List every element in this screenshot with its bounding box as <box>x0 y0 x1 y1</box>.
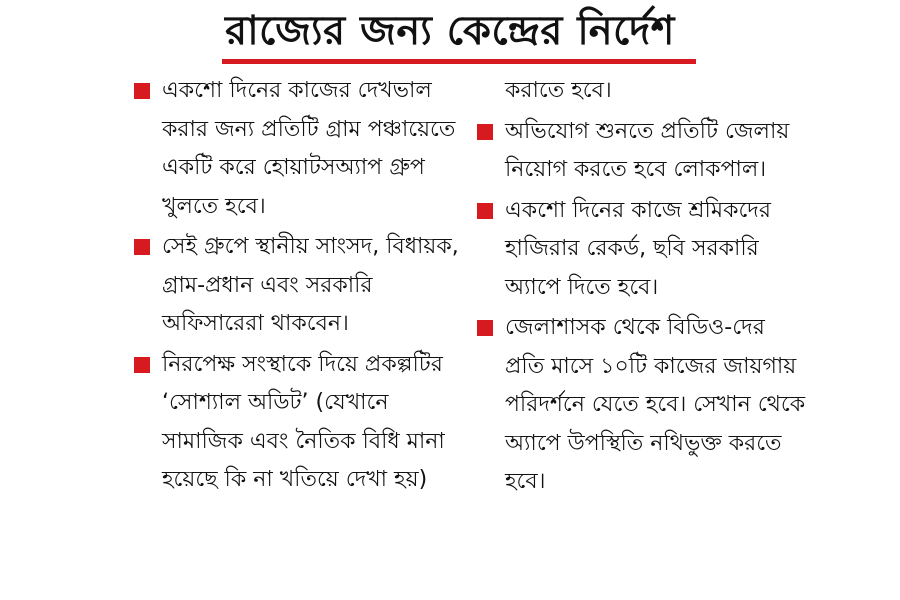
list-item-text: একশো দিনের কাজে শ্রমিকদের হাজিরার রেকর্ড, ছবি সরকারি অ্যাপে দিতে হবে। <box>505 197 771 300</box>
right-column <box>477 72 807 504</box>
bullet-icon <box>477 124 493 140</box>
bullet-icon <box>134 357 150 373</box>
bullet-icon <box>134 83 150 99</box>
list-item <box>134 228 464 344</box>
bullet-icon <box>477 203 493 219</box>
list-item-text: অভিযোগ শুনতে প্রতিটি জেলায় নিয়োগ করতে হবে লোকপাল। <box>505 118 790 182</box>
list-item-text: একশো দিনের কাজের দেখভাল করার জন্য প্রতিটি গ্রাম পঞ্চায়েতে একটি করে হোয়াটসঅ্যাপ গ্রুপ খুলতে হবে। <box>162 78 456 219</box>
list-item-text: জেলাশাসক থেকে বিডিও-দের প্রতি মাসে ১০টি কাজের জায়গায় পরিদর্শনে যেতে হবে। সেখান থেকে অ্যাপে উপস্থিতি নথিভুক্ত করতে হবে। <box>505 315 806 494</box>
list-item <box>134 346 464 500</box>
list-item-text: নিরপেক্ষ সংস্থাকে দিয়ে প্রকল্পটির ‘সোশ্যাল অডিট’ (যেখানে সামাজিক এবং নৈতিক বিধি মানা হয়েছে কি না খতিয়ে দেখা হয়) <box>162 351 445 492</box>
bullet-icon <box>134 239 150 255</box>
list-item <box>134 72 464 226</box>
list-item <box>477 309 807 502</box>
bullet-icon <box>477 320 493 336</box>
list-item <box>477 192 807 308</box>
headline: রাজ্যের জন্য কেন্দ্রের নির্দেশ <box>225 8 675 54</box>
headline-underline <box>222 59 696 64</box>
left-column <box>134 72 464 502</box>
continuation-text: করাতে হবে। <box>505 78 612 103</box>
list-item-text: সেই গ্রুপে স্থানীয় সাংসদ, বিধায়ক, গ্রাম-প্রধান এবং সরকারি অফিসারেরা থাকবেন। <box>162 234 459 336</box>
list-item <box>477 113 807 190</box>
list-item-continuation <box>477 72 807 111</box>
